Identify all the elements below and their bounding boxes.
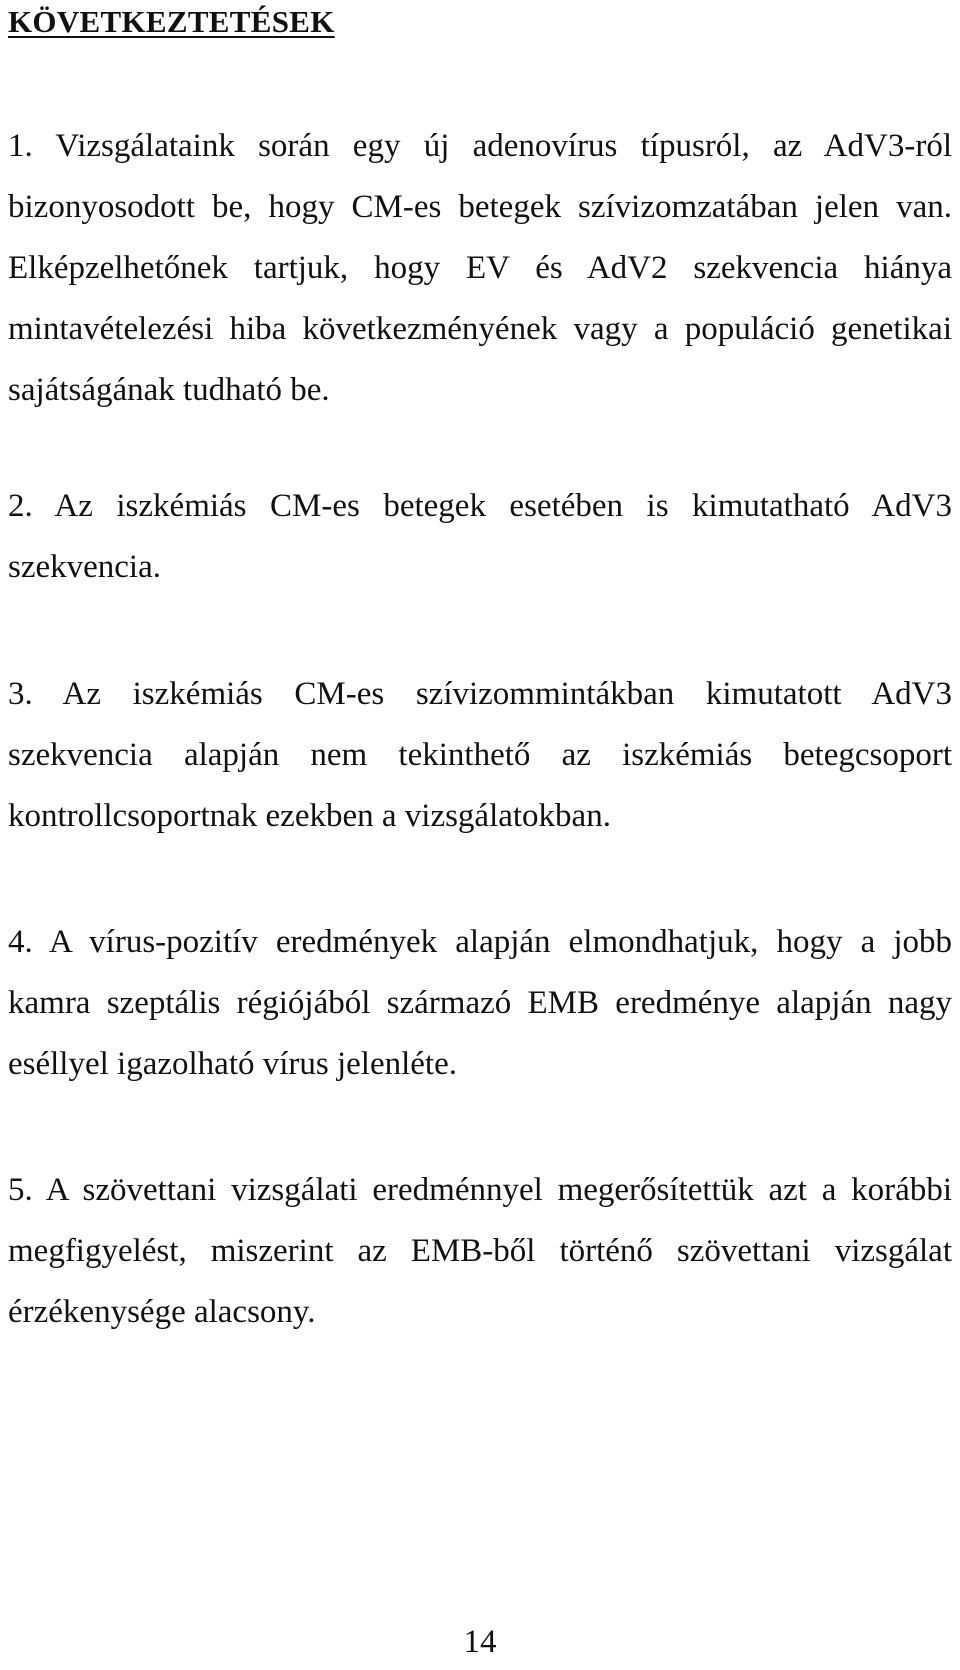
conclusion-item-4: 4. A vírus-pozitív eredmények alapján elmondhatjuk, hogy a jobb kamra szeptális régiójából származó EMB eredménye alapján nagy eséllyel igazolható vírus jelenléte. bbox=[8, 924, 952, 1082]
conclusion-item-2: 2. Az iszkémiás CM-es betegek esetében is kimutatható AdV3 szekvencia. bbox=[8, 488, 952, 585]
conclusion-item-3: 3. Az iszkémiás CM-es szívizommintákban kimutatott AdV3 szekvencia alapján nem tekinthető az iszkémiás betegcsoport kontrollcsoportnak ezekben a vizsgálatokban. bbox=[8, 676, 952, 834]
conclusion-item-5: 5. A szövettani vizsgálati eredménnyel megerősítettük azt a korábbi megfigyelést, miszerint az EMB-ből történő szövettani vizsgálat érzékenysége alacsony. bbox=[8, 1172, 952, 1330]
section-heading: KÖVETKEZTETÉSEK bbox=[8, 4, 335, 39]
page-number: 14 bbox=[463, 1624, 497, 1660]
conclusion-item-1: 1. Vizsgálataink során egy új adenovírus típusról, az AdV3-ról bizonyosodott be, hogy CM-es betegek szívizomzatában jelen van. Elképzelhetőnek tartjuk, hogy EV és AdV2 szekvencia hiánya mintavételezési hiba következményének vagy a populáció genetikai sajátságának tudható be. bbox=[8, 128, 952, 408]
document-page bbox=[8, 0, 952, 1670]
